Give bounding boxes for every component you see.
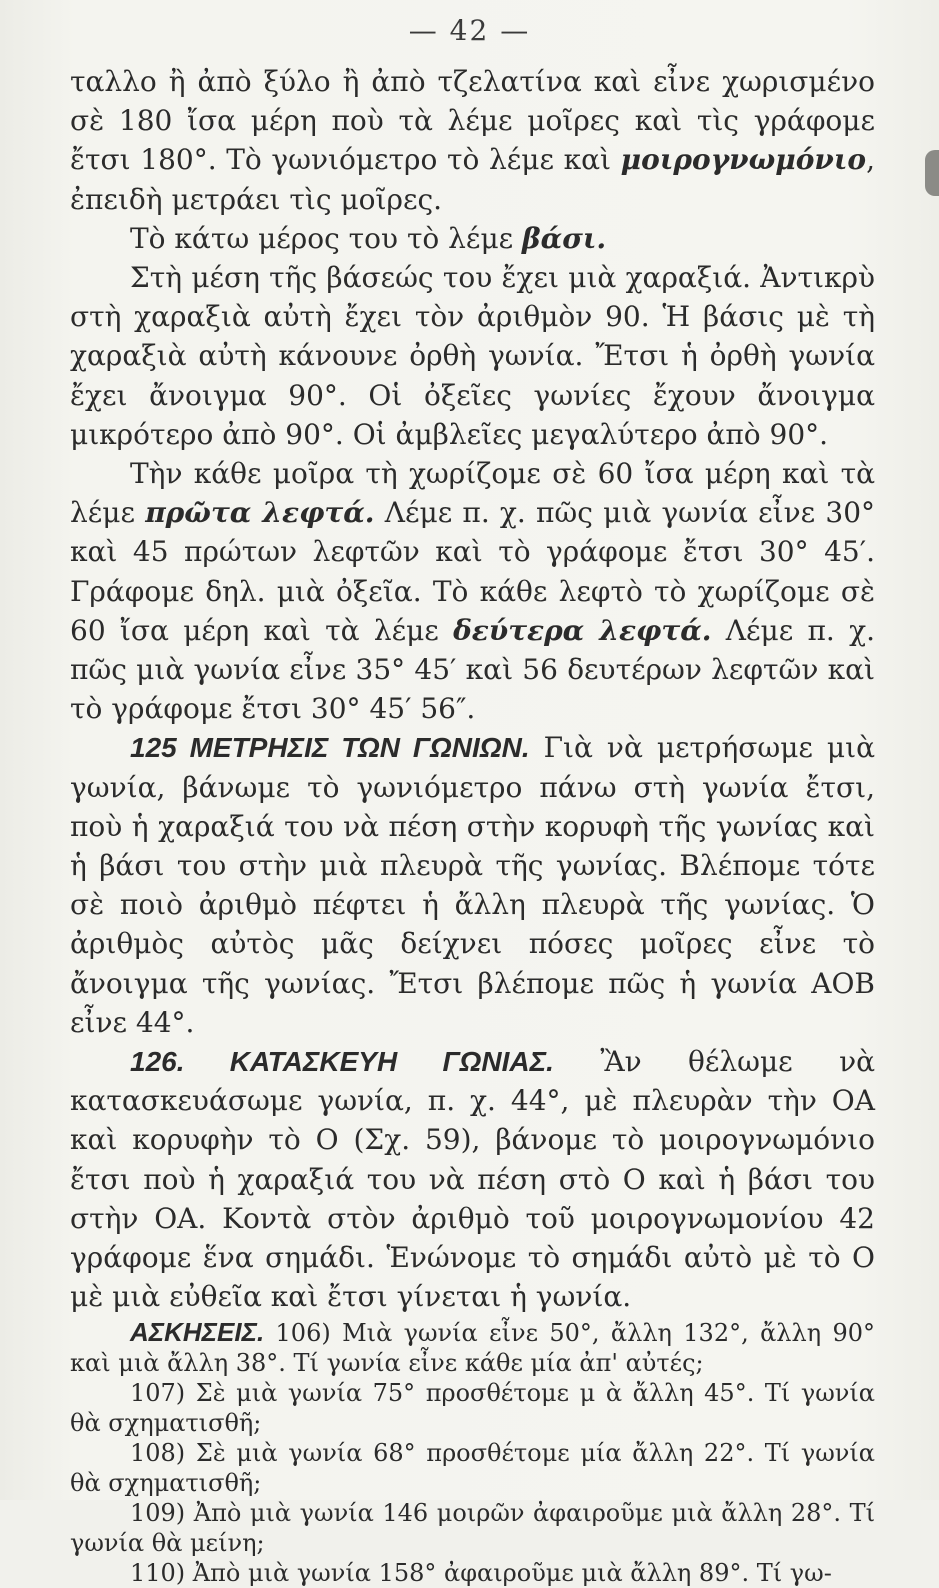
page-number: — 42 — [408, 14, 531, 47]
exercise-item [70, 1558, 875, 1588]
text-run: 106) Μιὰ γωνία εἶνε 50°, ἄλλη 132°, ἄλλη 90° καὶ μιὰ ἄλλη 38°. Τί γωνία εἶνε κάθε μία ἀπ' αὐτές; [70, 1318, 875, 1377]
paragraph [70, 728, 875, 1042]
text-run: 108) Σὲ μιὰ γωνία 68° προσθέτομε μία ἄλλη 22°. Τί γωνία θὰ σχηματισθῆ; [70, 1438, 875, 1497]
emphasized-term: πρῶτα λεφτά. [145, 496, 375, 530]
text-run: , ἐπειδὴ μετράει τὶς μοῖρες. [70, 143, 875, 216]
text-run: Τὸ κάτω μέρος του τὸ λέμε [130, 221, 523, 255]
page-body [70, 62, 875, 1588]
text-run: Ἂν θέλωμε νὰ κατασκευάσωμε γωνία, π. χ. 44°, μὲ πλευρὰν τὴν ΟΑ καὶ κορυφὴν τὸ Ο (Σχ. 59), βάνομε τὸ μοιρογνωμόνιο ἔτσι ποὺ ἡ χαραξιά του νὰ πέση στὸ Ο καὶ ἡ βάσι του στὴν ΟΑ. Κοντὰ στὸν ἀριθμὸ τοῦ μοιρογνωμονίου 42 γράφομε ἕνα σημάδι. Ἑνώνομε τὸ σημάδι αὐτὸ μὲ τὸ Ο μὲ μιὰ εὐθεῖα καὶ ἔτσι γίνεται ἡ γωνία. [70, 1045, 876, 1314]
exercises-block [70, 1317, 875, 1588]
paragraph [70, 454, 875, 728]
section-heading: ΑΣΚΗΣΕΙΣ. [130, 1316, 265, 1347]
exercise-item [70, 1317, 875, 1378]
emphasized-term: βάσι. [522, 221, 607, 255]
paragraph [70, 258, 875, 454]
exercise-item [70, 1438, 875, 1498]
text-run: 107) Σὲ μιὰ γωνία 75° προσθέτομε μ ὰ ἄλλη 45°. Τί γωνία θὰ σχηματισθῆ; [70, 1378, 875, 1437]
exercise-item [70, 1498, 875, 1558]
emphasized-term: δεύτερα λεφτά. [453, 613, 712, 647]
text-run: 110) Ἀπὸ μιὰ γωνία 158° ἀφαιροῦμε μιὰ ἄλλη 89°. Τί γω- [130, 1558, 832, 1587]
exercise-item [70, 1378, 875, 1438]
text-run: Γιὰ νὰ μετρήσωμε μιὰ γωνία, βάνωμε τὸ γωνιόμετρο πάνω στὴ γωνία ἔτσι, ποὺ ἡ χαραξιά του νὰ πέση στὴν κορυφὴ τῆς γωνίας καὶ ἡ βάσι του στὴν μιὰ πλευρὰ τῆς γωνίας. Βλέπομε τότε σὲ ποιὸ ἀριθμὸ πέφτει ἡ ἄλλη πλευρὰ τῆς γωνίας. Ὁ ἀριθμὸς αὐτὸς μᾶς δείχνει πόσες μοῖρες εἶνε τὸ ἄνοιγμα τῆς γωνίας. Ἔτσι βλέπομε πῶς ἡ γωνία ΑΟΒ εἶνε 44°. [70, 731, 875, 1039]
paragraph [70, 1042, 875, 1316]
paragraph [70, 219, 875, 258]
section-heading: 125 ΜΕΤΡΗΣΙΣ ΤΩΝ ΓΩΝΙΩΝ. [130, 732, 530, 764]
text-run: Λέμε π. χ. πῶς μιὰ γωνία εἶνε 35° 45′ καὶ 56 δευτέρων λεφτῶν καὶ τὸ γράφομε ἔτσι 30° 45′ 56″. [70, 613, 875, 726]
page-edge-stain [925, 150, 939, 196]
text-paragraphs [70, 62, 875, 1317]
emphasized-term: μοιρογνωμόνιο [620, 143, 867, 177]
text-run: 109) Ἀπὸ μιὰ γωνία 146 μοιρῶν ἀφαιροῦμε μιὰ ἄλλη 28°. Τί γωνία θὰ μείνη; [70, 1498, 875, 1557]
paragraph [70, 62, 875, 219]
text-run: Τὴν κάθε μοῖρα τὴ χωρίζομε σὲ 60 ἴσα μέρη καὶ τὰ λέμε [70, 457, 875, 530]
text-run: Στὴ μέση τῆς βάσεώς του ἔχει μιὰ χαραξιά. Ἀντικρὺ στὴ χαραξιὰ αὐτὴ ἔχει τὸν ἀριθμὸν 90. Ἡ βάσις μὲ τὴ χαραξιὰ αὐτὴ κάνουνε ὀρθὴ γωνία. Ἔτσι ἡ ὀρθὴ γωνία ἔχει ἄνοιγμα 90°. Οἱ ὀξεῖες γωνίες ἔχουν ἄνοιγμα μικρότερο ἀπὸ 90°. Οἱ ἀμβλεῖες μεγαλύτερο ἀπὸ 90°. [70, 261, 875, 451]
text-run: ταλλο ἢ ἀπὸ ξύλο ἢ ἀπὸ τζελατίνα καὶ εἶνε χωρισμένο σὲ 180 ἴσα μέρη ποὺ τὰ λέμε μοῖρες καὶ τὶς γράφομε ἔτσι 180°. Τὸ γωνιόμετρο τὸ λέμε καὶ [70, 65, 875, 177]
text-run: Λέμε π. χ. πῶς μιὰ γωνία εἶνε 30° καὶ 45 πρώτων λεφτῶν καὶ τὸ γράφομε ἔτσι 30° 45′. Γράφομε δηλ. μιὰ ὀξεῖα. Τὸ κάθε λεφτὸ τὸ χωρίζομε σὲ 60 ἴσα μέρη καὶ τὰ λέμε [70, 496, 876, 647]
section-heading: 126. ΚΑΤΑΣΚΕΥΗ ΓΩΝΙΑΣ. [130, 1046, 554, 1078]
